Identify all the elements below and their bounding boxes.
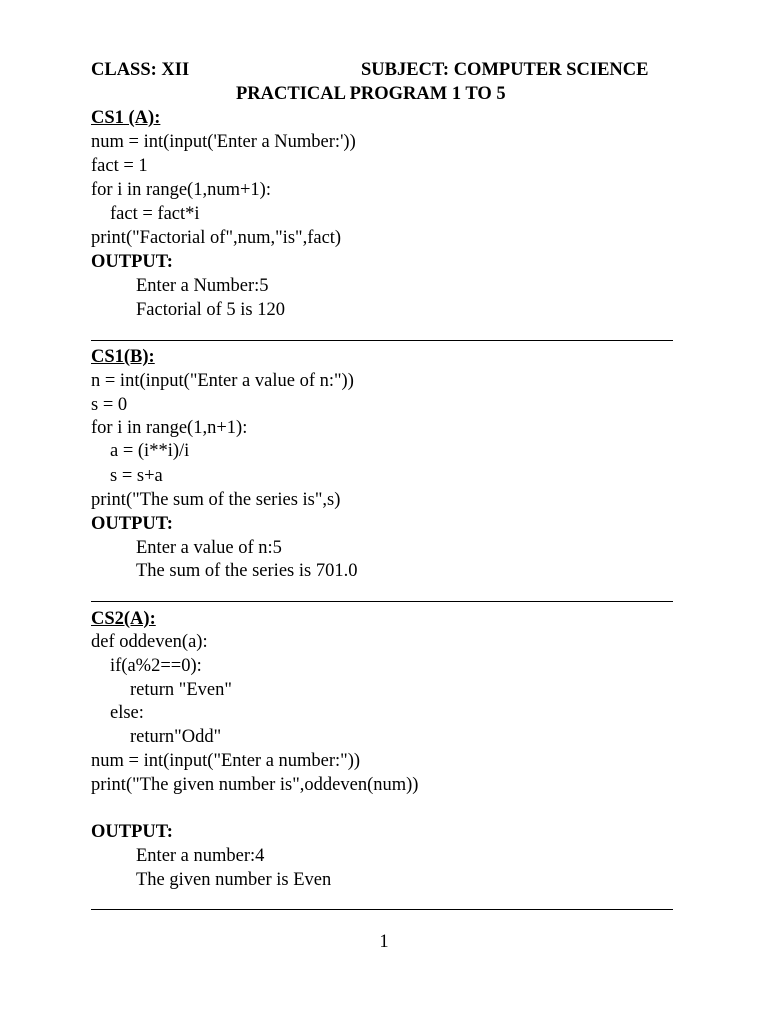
program-heading: CS1 (A): [91,108,161,128]
code-line: s = s+a [110,466,163,486]
code-line: print("Factorial of",num,"is",fact) [91,228,342,248]
output-label: OUTPUT: [91,514,173,534]
output-line: Enter a number:4 [136,846,265,866]
code-line: if(a%2==0): [110,656,202,676]
code-line: def oddeven(a): [91,632,208,652]
code-line: else: [110,703,144,723]
output-line: The given number is Even [136,870,332,890]
code-line: num = int(input("Enter a number:")) [91,751,361,771]
output-label: OUTPUT: [91,822,173,842]
section-divider [91,909,673,910]
code-line: a = (i**i)/i [110,441,190,461]
code-line: s = 0 [91,395,128,415]
output-line: The sum of the series is 701.0 [136,561,358,581]
output-label: OUTPUT: [91,252,173,272]
code-line: for i in range(1,n+1): [91,418,248,438]
page-number: 1 [379,932,389,952]
code-line: print("The sum of the series is",s) [91,490,341,510]
page-title: PRACTICAL PROGRAM 1 TO 5 [236,84,506,104]
program-heading: CS1(B): [91,347,155,367]
program-heading: CS2(A): [91,609,156,629]
code-line: fact = 1 [91,156,148,176]
code-line: for i in range(1,num+1): [91,180,271,200]
code-line: num = int(input('Enter a Number:')) [91,132,356,152]
section-divider [91,601,673,602]
code-line: print("The given number is",oddeven(num)) [91,775,419,795]
code-line: n = int(input("Enter a value of n:")) [91,371,354,391]
class-label: CLASS: XII [91,60,190,80]
section-divider [91,340,673,341]
subject-label: SUBJECT: COMPUTER SCIENCE [361,60,649,80]
output-line: Enter a Number:5 [136,276,269,296]
code-line: fact = fact*i [110,204,200,224]
code-line: return "Even" [130,680,232,700]
output-line: Enter a value of n:5 [136,538,282,558]
output-line: Factorial of 5 is 120 [136,300,286,320]
code-line: return"Odd" [130,727,222,747]
